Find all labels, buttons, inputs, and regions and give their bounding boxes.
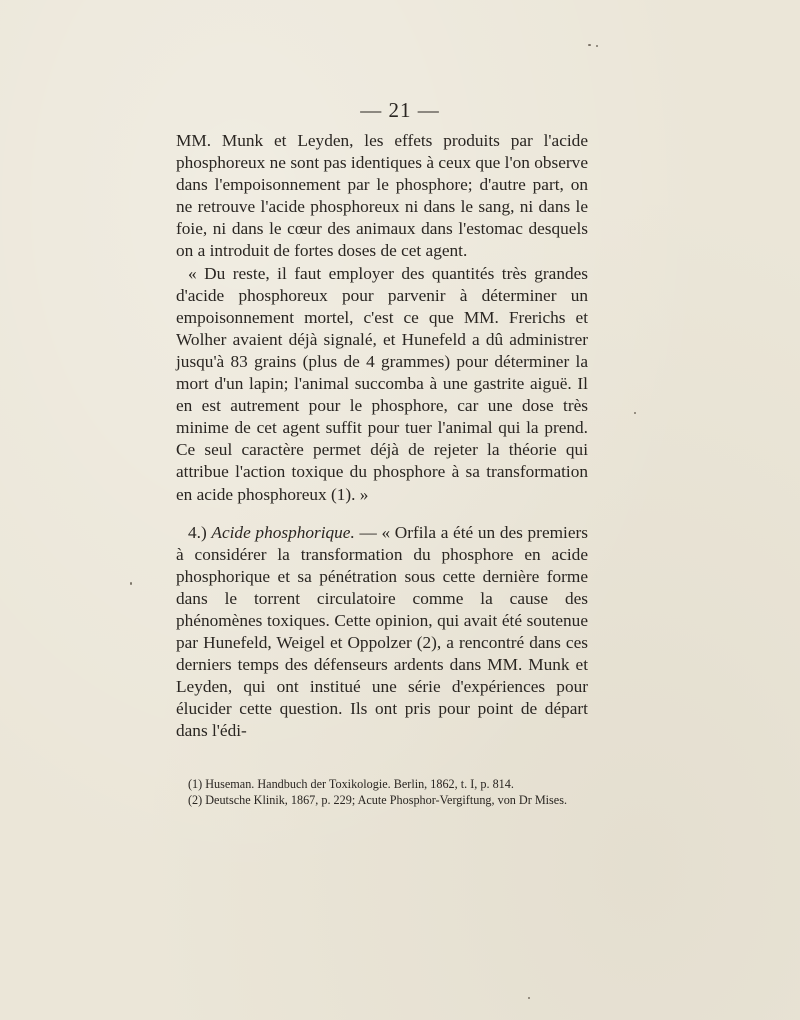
paper-speck	[634, 412, 636, 414]
footnote-2: (2) Deutsche Klinik, 1867, p. 229; Acute Phosphor-Vergiftung, von Dr Mises.	[188, 793, 567, 807]
paragraph-quote: « Du reste, il faut employer des quantités très grandes d'acide phosphoreux pour parvenir à déterminer un empoisonnement mortel, c'est ce que MM. Frerichs et Wolher avaient déjà signalé, et Hunefeld a dû administrer jusqu'à 83 grains (plus de 4 grammes) pour déterminer la mort d'un lapin; l'animal succomba à une gastrite aiguë. Il en est autrement pour le phosphore, car une dose très minime de cet agent suffit pour tuer l'animal qui la prend. Ce seul caractère permet déjà de rejeter la théorie qui attribue l'action toxique du phosphore à sa transformation en acide phosphoreux (1). »	[176, 263, 588, 504]
section-title: Acide phosphorique.	[211, 522, 355, 542]
paper-speck	[596, 45, 598, 47]
section-number: 4.)	[188, 522, 207, 542]
section-text: — « Orfila a été un des premiers à considérer la transformation du phosphore en acide phosphorique et sa pénétration sous cette dernière forme dans le torrent circulatoire comme la cause des phénomènes toxiques. Cette opinion, qui avait été soutenue par Hunefeld, Weigel et Oppolzer (2), a rencontré dans ces derniers temps des défenseurs ardents dans MM. Munk et Leyden, qui ont institué une série d'expériences pour élucider cette question. Ils ont pris pour point de départ dans l'édi-	[176, 522, 589, 741]
footnotes	[176, 776, 588, 808]
footnote-1: (1) Huseman. Handbuch der Toxikologie. Berlin, 1862, t. I, p. 814.	[188, 777, 514, 791]
section-acide-phosphorique	[176, 522, 588, 743]
paper-speck	[528, 997, 530, 999]
paragraph-continued: MM. Munk et Leyden, les effets produits par l'acide phosphoreux ne sont pas identiques à ceux que l'on observe dans l'empoisonnement par le phosphore; d'autre part, on ne retrouve l'acide phosphoreux ni dans le sang, ni dans le foie, ni dans le cœur des animaux dans l'estomac desquels on a introduit de fortes doses de cet agent.	[176, 131, 588, 261]
paper-speck	[588, 44, 591, 46]
paper-speck	[130, 582, 132, 585]
main-text	[176, 130, 588, 743]
page-number: — 21 —	[360, 98, 440, 122]
